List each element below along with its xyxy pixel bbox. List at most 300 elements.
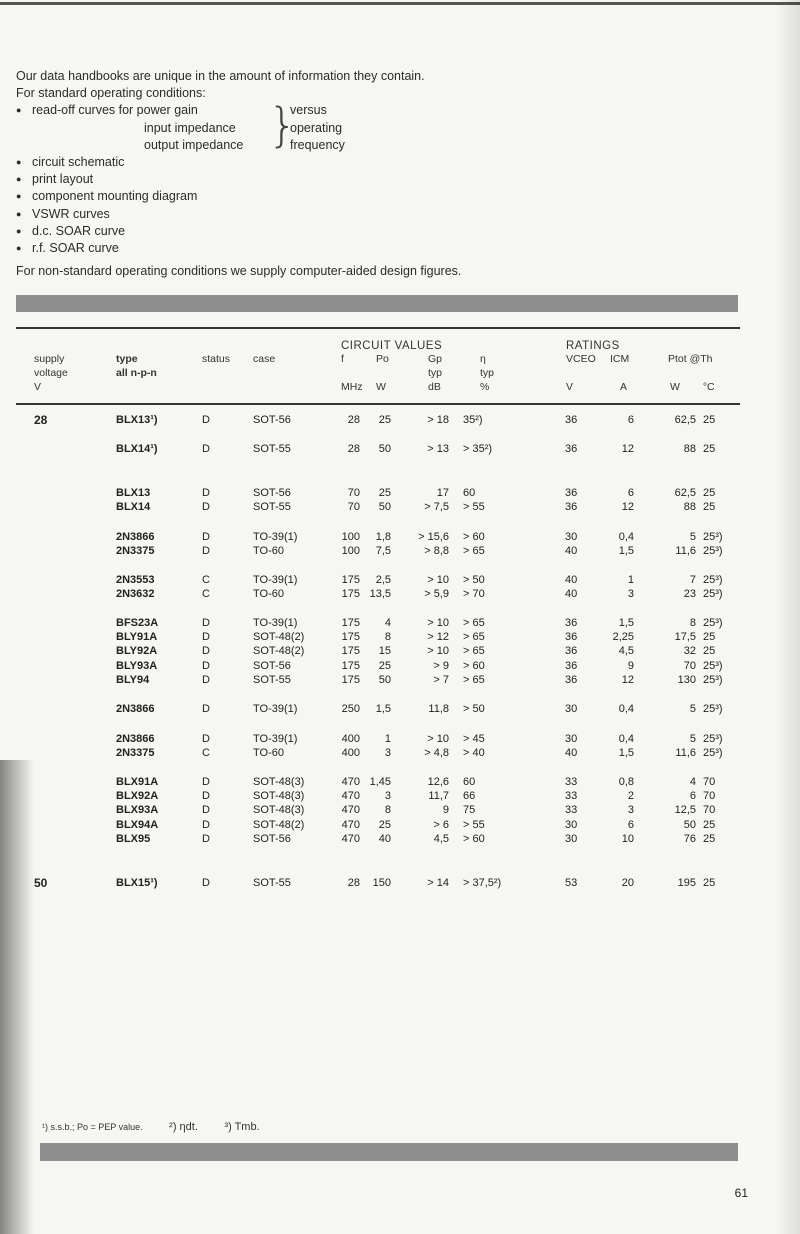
cell-status: D (202, 531, 210, 543)
cell-vceo: 30 (565, 703, 578, 715)
cell-th: 25 (703, 833, 716, 845)
header-ptot-1: Ptot @Th (668, 353, 713, 365)
cell-eta: 35²) (463, 414, 483, 426)
table-row (0, 803, 800, 817)
footnote-3: ³) Tmb. (224, 1121, 260, 1133)
cell-f: 470 (341, 819, 360, 831)
cell-case: SOT-56 (253, 487, 291, 499)
cell-status: D (202, 660, 210, 672)
cell-f: 400 (341, 733, 360, 745)
cell-ptot: 7 (689, 574, 696, 586)
cell-f: 100 (341, 545, 360, 557)
cell-th: 70 (703, 804, 716, 816)
versus-1: versus (290, 103, 327, 118)
cell-gp: > 6 (433, 819, 449, 831)
header-vceo (566, 352, 596, 394)
cell-case: SOT-55 (253, 674, 291, 686)
list-item: ● component mounting diagram (16, 188, 461, 205)
cell-gp: > 15,6 (418, 531, 449, 543)
cell-vceo: 30 (565, 733, 578, 745)
cell-type: BLY92A (116, 645, 158, 657)
cell-icm: 3 (627, 804, 634, 816)
cell-th: 25 (703, 443, 716, 455)
cell-th: 25³) (703, 660, 723, 672)
cell-f: 470 (341, 804, 360, 816)
cell-icm: 1,5 (618, 617, 634, 629)
cell-eta: > 60 (463, 531, 485, 543)
list-item: ● print layout (16, 171, 461, 188)
cell-icm: 9 (627, 660, 634, 672)
table-row (0, 789, 800, 803)
cell-type: BLX14 (116, 501, 151, 513)
cell-vceo: 36 (565, 645, 578, 657)
cell-icm: 20 (621, 877, 634, 889)
cell-ptot: 76 (683, 833, 696, 845)
cell-supply: 28 (34, 413, 48, 427)
table-row (0, 732, 800, 746)
table-row (0, 530, 800, 544)
header-ptot-2: W (670, 381, 680, 393)
cell-case: SOT-48(3) (253, 776, 305, 788)
cell-eta: > 65 (463, 674, 485, 686)
cell-type: BLX93A (116, 804, 159, 816)
cell-po: 8 (384, 804, 391, 816)
cell-icm: 6 (627, 819, 634, 831)
cell-vceo: 40 (565, 574, 578, 586)
header-eta-3: % (480, 381, 490, 393)
cell-eta: 60 (463, 487, 476, 499)
cell-eta: > 65 (463, 645, 485, 657)
cell-vceo: 36 (565, 617, 578, 629)
cell-status: D (202, 443, 210, 455)
cell-gp: > 4,8 (424, 747, 449, 759)
cell-case: TO-60 (253, 545, 284, 557)
cell-status: D (202, 674, 210, 686)
header-eta (480, 352, 494, 394)
cell-f: 470 (341, 776, 360, 788)
cell-eta: > 60 (463, 833, 485, 845)
header-icm-2: A (620, 381, 628, 393)
table-row (0, 644, 800, 658)
cell-gp: > 7 (433, 674, 449, 686)
header-eta-2: typ (480, 367, 495, 379)
cell-ptot: 50 (683, 819, 696, 831)
cell-gp: > 18 (427, 414, 449, 426)
header-icm-1: ICM (610, 353, 630, 365)
cell-vceo: 33 (565, 790, 578, 802)
cell-po: 25 (378, 414, 391, 426)
cell-eta: > 50 (463, 574, 485, 586)
cell-status: C (202, 588, 210, 600)
cell-type: BLX13¹) (116, 414, 158, 426)
intro-closing: For non-standard operating conditions we supply computer-aided design figures. (16, 264, 462, 279)
cell-gp: 17 (436, 487, 449, 499)
cell-case: SOT-55 (253, 501, 291, 513)
cell-th: 25³) (703, 617, 723, 629)
cell-type: BLX94A (116, 819, 159, 831)
cell-f: 470 (341, 790, 360, 802)
cell-f: 470 (341, 833, 360, 845)
cell-icm: 1,5 (618, 747, 634, 759)
cell-status: C (202, 747, 210, 759)
cell-status: D (202, 617, 210, 629)
header-ptot-3: °C (702, 381, 715, 393)
cell-th: 25 (703, 877, 716, 889)
cell-eta: > 45 (463, 733, 485, 745)
cell-po: 7,5 (375, 545, 391, 557)
header-ptot (668, 352, 715, 394)
cell-po: 1,5 (375, 703, 391, 715)
cell-case: SOT-56 (253, 660, 291, 672)
header-eta-1: η (480, 353, 486, 365)
cell-type: BLY91A (116, 631, 158, 643)
cell-eta: 60 (463, 776, 476, 788)
cell-icm: 0,4 (618, 733, 634, 745)
header-bottom-rule (16, 403, 740, 405)
cell-status: D (202, 833, 210, 845)
table-row (0, 442, 800, 456)
cell-gp: > 12 (427, 631, 449, 643)
cell-vceo: 40 (565, 588, 578, 600)
table-row (0, 486, 800, 500)
cell-icm: 12 (621, 501, 634, 513)
cell-ptot: 5 (689, 531, 696, 543)
cell-status: D (202, 487, 210, 499)
table-row (0, 818, 800, 832)
versus-2: operating (290, 120, 343, 135)
cell-vceo: 33 (565, 804, 578, 816)
versus-3: frequency (290, 137, 345, 152)
bullet-icon: ● (16, 105, 22, 116)
cell-gp: > 13 (427, 443, 449, 455)
cell-gp: 11,7 (428, 790, 449, 802)
cell-eta: > 40 (463, 747, 485, 759)
cell-po: 3 (384, 747, 391, 759)
cell-vceo: 53 (565, 877, 578, 889)
cell-case: SOT-48(2) (253, 631, 305, 643)
header-gp-3: dB (428, 381, 441, 393)
feature-list (16, 154, 461, 257)
cell-gp: > 10 (427, 617, 449, 629)
cell-status: D (202, 703, 210, 715)
cell-th: 25³) (703, 747, 723, 759)
table-row (0, 832, 800, 846)
header-icm (610, 352, 629, 394)
page-number: 61 (734, 1186, 748, 1200)
cell-type: 2N3866 (116, 703, 155, 715)
cell-type: BLY93A (116, 660, 158, 672)
curves-sub-2: output impedance (144, 137, 244, 152)
cell-po: 13,5 (369, 588, 391, 600)
cell-icm: 1,5 (618, 545, 634, 557)
cell-f: 28 (347, 414, 360, 426)
cell-th: 25 (703, 631, 716, 643)
cell-icm: 6 (627, 487, 634, 499)
cell-type: BLX91A (116, 776, 159, 788)
cell-case: TO-39(1) (253, 574, 298, 586)
cell-f: 175 (341, 574, 360, 586)
cell-case: TO-39(1) (253, 617, 298, 629)
header-type-1: type (116, 353, 138, 365)
cell-ptot: 70 (683, 660, 696, 672)
cell-case: SOT-48(3) (253, 790, 305, 802)
cell-status: D (202, 733, 210, 745)
table-row (0, 702, 800, 716)
cell-icm: 0,4 (618, 703, 634, 715)
header-status: status (202, 353, 231, 365)
cell-ptot: 23 (683, 588, 696, 600)
cell-vceo: 30 (565, 531, 578, 543)
cell-th: 25 (703, 645, 716, 657)
cell-po: 50 (378, 674, 391, 686)
cell-po: 150 (372, 877, 391, 889)
cell-eta: > 60 (463, 660, 485, 672)
cell-ptot: 12,5 (674, 804, 696, 816)
cell-type: 2N3632 (116, 588, 155, 600)
cell-ptot: 62,5 (674, 414, 696, 426)
cell-case: SOT-48(2) (253, 645, 305, 657)
cell-type: 2N3553 (116, 574, 155, 586)
cell-gp: > 9 (433, 660, 449, 672)
cell-status: D (202, 804, 210, 816)
cell-th: 25³) (703, 703, 723, 715)
cell-gp: > 8,8 (424, 545, 449, 557)
cell-f: 70 (347, 487, 360, 499)
cell-type: BLX14¹) (116, 443, 158, 455)
cell-ptot: 11,6 (675, 747, 696, 759)
table-row (0, 413, 800, 427)
table-row (0, 616, 800, 630)
cell-ptot: 8 (689, 617, 696, 629)
cell-eta: > 65 (463, 631, 485, 643)
cell-eta: > 55 (463, 501, 485, 513)
header-supply-2: voltage (34, 367, 68, 379)
cell-status: D (202, 645, 210, 657)
cell-ptot: 32 (683, 645, 696, 657)
cell-f: 400 (341, 747, 360, 759)
cell-status: C (202, 574, 210, 586)
header-po-2: W (376, 381, 386, 393)
cell-icm: 10 (621, 833, 634, 845)
cell-th: 25 (703, 501, 716, 513)
cell-type: BLX95 (116, 833, 151, 845)
cell-type: BLX15¹) (116, 877, 158, 889)
cell-po: 2,5 (375, 574, 391, 586)
cell-th: 25 (703, 414, 716, 426)
cell-vceo: 36 (565, 487, 578, 499)
cell-po: 4 (384, 617, 391, 629)
cell-th: 70 (703, 790, 716, 802)
curves-item: read-off curves for power gain (32, 103, 198, 118)
cell-ptot: 17,5 (674, 631, 696, 643)
cell-eta: > 50 (463, 703, 485, 715)
cell-vceo: 30 (565, 819, 578, 831)
cell-po: 1,45 (369, 776, 391, 788)
cell-status: D (202, 819, 210, 831)
cell-status: D (202, 790, 210, 802)
table-row (0, 673, 800, 687)
cell-icm: 12 (621, 443, 634, 455)
cell-status: D (202, 501, 210, 513)
cell-f: 175 (341, 660, 360, 672)
header-type-2: all n-p-n (116, 367, 157, 379)
cell-vceo: 30 (565, 833, 578, 845)
header-supply (34, 352, 68, 394)
table-row (0, 500, 800, 514)
cell-status: D (202, 631, 210, 643)
cell-status: D (202, 776, 210, 788)
cell-icm: 12 (621, 674, 634, 686)
cell-icm: 0,8 (618, 776, 634, 788)
cell-f: 70 (347, 501, 360, 513)
cell-vceo: 36 (565, 660, 578, 672)
cell-po: 25 (378, 819, 391, 831)
cell-ptot: 62,5 (674, 487, 696, 499)
cell-status: D (202, 877, 210, 889)
cell-po: 50 (378, 501, 391, 513)
cell-gp: 4,5 (433, 833, 449, 845)
cell-case: TO-60 (253, 747, 284, 759)
cell-th: 25 (703, 819, 716, 831)
cell-case: SOT-56 (253, 414, 291, 426)
cell-type: BFS23A (116, 617, 159, 629)
cell-f: 250 (341, 703, 360, 715)
intro-line-1: Our data handbooks are unique in the amount of information they contain. (16, 69, 425, 83)
brace-icon: } (268, 98, 298, 153)
header-vceo-1: VCEO (566, 353, 596, 365)
cell-f: 175 (341, 645, 360, 657)
cell-ptot: 195 (677, 877, 696, 889)
cell-type: 2N3375 (116, 747, 155, 759)
curves-block (16, 98, 461, 154)
cell-po: 3 (384, 790, 391, 802)
header-ptot-units (668, 380, 715, 394)
cell-po: 25 (378, 660, 391, 672)
cell-vceo: 36 (565, 631, 578, 643)
cell-eta: 66 (463, 790, 476, 802)
cell-case: SOT-48(2) (253, 819, 305, 831)
cell-status: D (202, 414, 210, 426)
cell-th: 25³) (703, 674, 723, 686)
table-row (0, 775, 800, 789)
cell-ptot: 5 (689, 703, 696, 715)
cell-po: 40 (378, 833, 391, 845)
cell-eta: > 37,5²) (463, 877, 502, 889)
table-row (0, 659, 800, 673)
cell-status: D (202, 545, 210, 557)
cell-vceo: 36 (565, 443, 578, 455)
cell-case: SOT-56 (253, 833, 291, 845)
table-top-rule (16, 327, 740, 329)
cell-supply: 50 (34, 876, 48, 890)
cell-po: 50 (378, 443, 391, 455)
header-f (341, 352, 363, 394)
cell-ptot: 88 (683, 501, 696, 513)
cell-po: 8 (384, 631, 391, 643)
cell-po: 1 (384, 733, 391, 745)
cell-icm: 1 (627, 574, 634, 586)
table-row (0, 746, 800, 760)
footnote-1: ¹) s.s.b.; Po = PEP value. (42, 1122, 143, 1132)
table-row (0, 587, 800, 601)
header-type (116, 352, 157, 380)
list-item: ● r.f. SOAR curve (16, 240, 461, 257)
cell-th: 25³) (703, 733, 723, 745)
cell-vceo: 40 (565, 545, 578, 557)
cell-po: 1,8 (375, 531, 391, 543)
cell-case: TO-60 (253, 588, 284, 600)
header-po (376, 352, 389, 394)
cell-case: TO-39(1) (253, 703, 298, 715)
cell-th: 25³) (703, 588, 723, 600)
curves-sub-1: input impedance (144, 120, 236, 135)
cell-eta: > 65 (463, 617, 485, 629)
header-circuit-values: CIRCUIT VALUES (341, 340, 443, 352)
intro-text (16, 68, 461, 280)
table-row (0, 876, 800, 890)
cell-f: 28 (347, 443, 360, 455)
grey-band-bottom (40, 1143, 738, 1161)
cell-type: 2N3375 (116, 545, 155, 557)
cell-f: 175 (341, 588, 360, 600)
cell-type: 2N3866 (116, 531, 155, 543)
cell-th: 25³) (703, 545, 723, 557)
cell-icm: 4,5 (618, 645, 634, 657)
cell-icm: 6 (627, 414, 634, 426)
cell-vceo: 36 (565, 414, 578, 426)
cell-th: 25³) (703, 574, 723, 586)
cell-case: SOT-55 (253, 443, 291, 455)
cell-f: 100 (341, 531, 360, 543)
cell-gp: > 5,9 (424, 588, 449, 600)
cell-eta: > 35²) (463, 443, 493, 455)
list-item: ● circuit schematic (16, 154, 461, 171)
header-gp-1: Gp (428, 353, 443, 365)
cell-ptot: 130 (677, 674, 696, 686)
cell-vceo: 33 (565, 776, 578, 788)
cell-icm: 2,25 (612, 631, 634, 643)
page-top-edge (0, 2, 800, 5)
cell-vceo: 40 (565, 747, 578, 759)
bullet-curves (16, 102, 268, 119)
cell-icm: 3 (627, 588, 634, 600)
cell-gp: 12,6 (427, 776, 449, 788)
cell-gp: > 14 (427, 877, 449, 889)
cell-f: 175 (341, 631, 360, 643)
list-item: ● d.c. SOAR curve (16, 223, 461, 240)
cell-th: 25 (703, 487, 716, 499)
cell-icm: 0,4 (618, 531, 634, 543)
table-row (0, 630, 800, 644)
header-supply-3: V (34, 381, 42, 393)
cell-po: 25 (378, 487, 391, 499)
intro-line-2: For standard operating conditions: (16, 86, 206, 101)
cell-ptot: 5 (689, 733, 696, 745)
cell-gp: > 7,5 (424, 501, 449, 513)
footnote-2: ²) ηdt. (169, 1121, 198, 1133)
cell-ptot: 6 (689, 790, 696, 802)
cell-eta: 75 (463, 804, 476, 816)
header-ratings: RATINGS (566, 340, 620, 352)
cell-type: BLY94 (116, 674, 150, 686)
header-supply-1: supply (34, 353, 65, 365)
cell-ptot: 88 (683, 443, 696, 455)
header-f-1: f (341, 353, 344, 365)
cell-gp: > 10 (427, 574, 449, 586)
cell-case: TO-39(1) (253, 733, 298, 745)
table-row (0, 544, 800, 558)
cell-case: TO-39(1) (253, 531, 298, 543)
